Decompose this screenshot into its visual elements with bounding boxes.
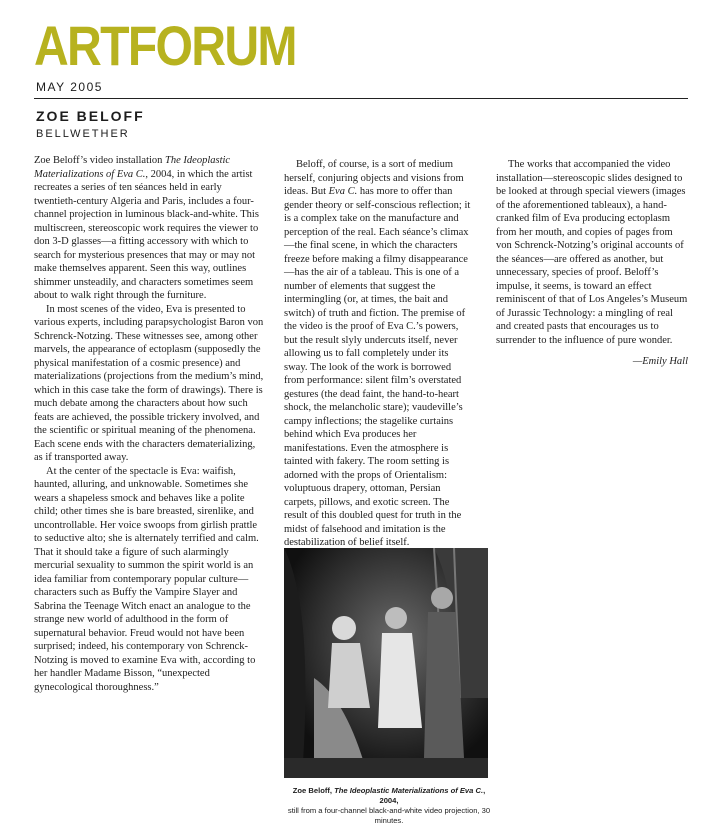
caption-title: The Ideoplastic Materializations of Eva C.: [334, 786, 484, 795]
caption-line-1: [284, 786, 494, 806]
work-title: Eva C.: [328, 186, 358, 197]
paragraph-1: [34, 154, 266, 303]
photo-caption: [284, 786, 494, 826]
paragraph-text: Beloff, of course, is a sort of medium herself, conjuring objects and visions from ideas. But: [284, 159, 464, 197]
work-title: The Ideoplastic Materializations of Eva C.: [34, 155, 231, 180]
artist-name: ZOE BELOFF: [36, 108, 145, 124]
seance-scene-image: [284, 548, 488, 778]
header-rule: [34, 98, 688, 99]
paragraph-text: Zoe Beloff’s video installation: [34, 155, 166, 166]
column-1: [34, 154, 266, 694]
column-2: [284, 158, 472, 550]
caption-artist: Zoe Beloff,: [292, 786, 335, 795]
paragraph-3: At the center of the spectacle is Eva: waifish, haunted, alluring, and unknowable. Sometimes she wears a shapeless smock and behaves like a polite child; other times she is bare breasted, sirenlike, and uncontrollable. Her voice swoops from girlish prattle to seductive alto; she is alternately terrified and calm. That it should take a figure of such alarmingly mercurial sexuality to summon the spirit world is an idea familiar from contemporary popular culture—characters such as Buffy the Vampire Slayer and Sabrina the Teenage Witch enact an analogue to the strange new world of adulthood in the form of supernatural behavior. Freud would not have been surprised; indeed, his contemporary von Schrenck-Notzing is moved to examine Eva with, according to her handler Madame Bisson, “unexpected gynecological thoroughness.”: [34, 465, 259, 693]
video-still-photo: [284, 548, 488, 778]
venue-name: BELLWETHER: [36, 128, 130, 140]
paragraph-text: has more to offer than gender theory or self-conscious reflection; it is a complex take on the manufacture and perception of the real. Each séance’s climax—the final scene, in which the characters freeze before making a filmy disappearance—has the air of a tableau. This is one of a number of elements that suggest the intermingling (or, at times, the bait and switch) of truth and fiction. The premise of the video is the proof of Eva C.’s powers, but the result slyly undercuts itself, never allowing us to fall completely under its sway. The look of the work is borrowed from performance: silent film’s overstated gestures (the dead faint, the hand-to-heart shock, the melancholic stare); vaudeville’s campy inflections; the stagelike curtains behind which Eva produces her manifestations. Even the atmosphere is tainted with fakery. The room setting is adorned with the props of Orientalism: voluptuous drapery, ottoman, Persian carpets, pillows, and exotic screen. The result of this doubled quest for truth in the midst of falsehood and imitation is the destabilization of belief itself.: [284, 186, 471, 548]
masthead-logo: ARTFORUM: [34, 14, 296, 77]
paragraph-2: In most scenes of the video, Eva is presented to various experts, including parapsychologist Baron von Schrenck-Notzing. These witnesses see, among other marvels, the appearance of ectoplasm (supposedly the physical manifestation of a cosmic presence) and materializations (projections from the medium’s mind, which in this case take the form of drawings). There is much debate among the characters about how such feats are achieved, the possible trickery involved, and the scientific or spiritual meaning of the phenomena. Each scene ends with the characters dematerializing, as if transported away.: [34, 303, 264, 463]
paragraph-4: [284, 158, 472, 550]
caption-line-2: still from a four-channel black-and-white video projection, 30 minutes.: [287, 806, 491, 825]
paragraph-5: The works that accompanied the video installation—stereoscopic slides designed to be looked at through special viewers (images of the aforementioned tableaux), a hand-cranked film of Eva producing ectoplasm from her mouth, and copies of pages from von Schrenck-Notzing’s original accounts of the séances—are offered as another, but unnecessary, species of proof. Beloff’s impulse, it seems, is toward an effect reminiscent of that of Los Angeles’s Museum of Jurassic Technology: a mingling of real and created pasts that encourages us to surrender to the influence of pure wonder.: [496, 159, 688, 346]
issue-date: MAY 2005: [36, 80, 103, 94]
paragraph-text: , 2004, in which the artist recreates a series of ten séances held in early twentieth-century Algeria and Paris, includes a four-channel projection in luminous black-and-white. This multiscreen, stereoscopic work requires the viewer to don 3-D glasses—a fitting accessory with which to search for mysterious presences that may or may not make themselves apparent. Seen this way, outlines shimmer unsteadily, and characters sometimes seem about to walk right through the furniture.: [34, 168, 259, 301]
column-3: [496, 158, 688, 369]
author-byline: —Emily Hall: [632, 356, 688, 367]
caption-year: , 2004,: [379, 786, 486, 805]
